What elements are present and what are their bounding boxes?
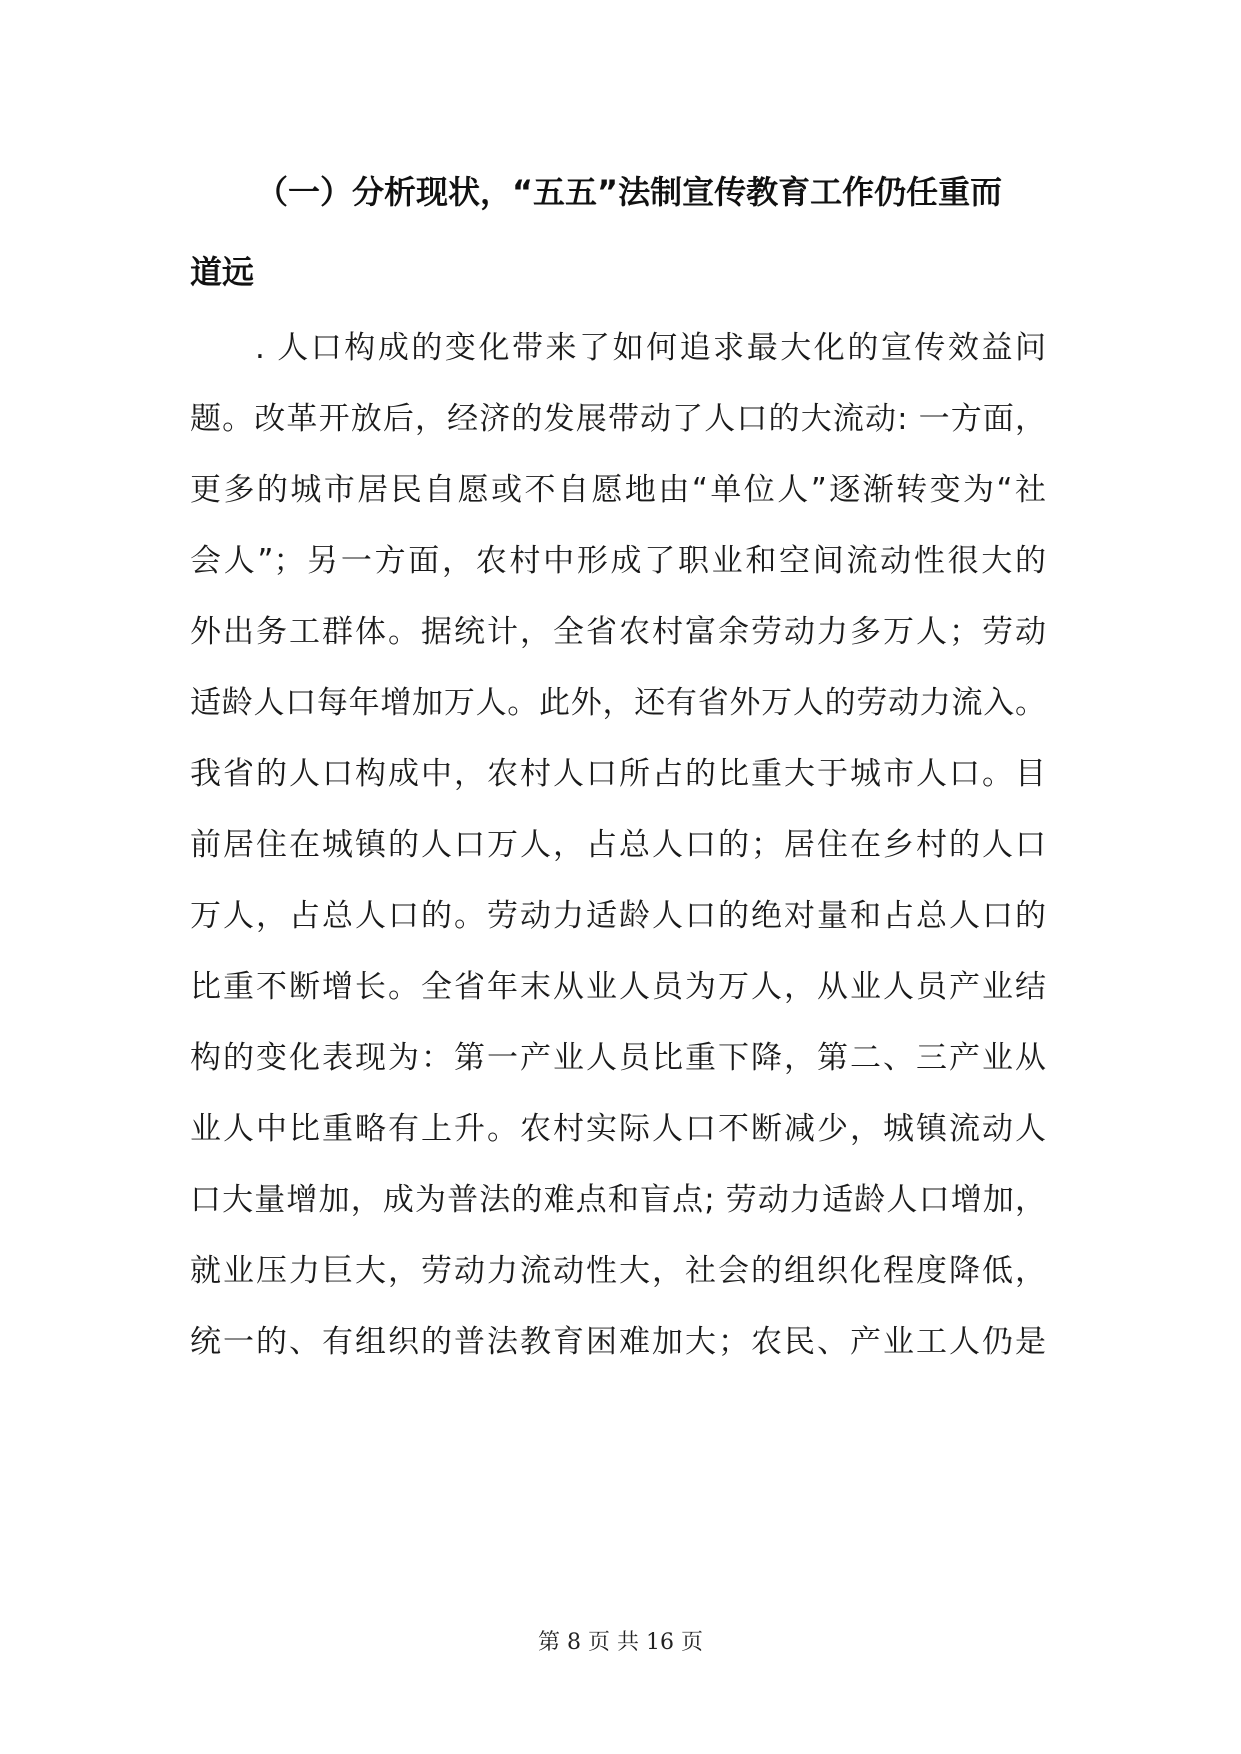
section-heading-line-1: （一）分析现状，“五五”法制宣传教育工作仍任重而 <box>256 173 1003 211</box>
paragraph-line: 题。改革开放后，经济的发展带动了人口的大流动: 一方面， <box>190 401 1046 437</box>
paragraph-line: 就业压力巨大，劳动力流动性大，社会的组织化程度降低， <box>190 1253 1046 1289</box>
paragraph-line: 外出务工群体。据统计，全省农村富余劳动力多万人；劳动 <box>190 614 1046 650</box>
paragraph-line: 万人，占总人口的。劳动力适龄人口的绝对量和占总人口的 <box>190 898 1046 934</box>
paragraph-line: 构的变化表现为：第一产业人员比重下降，第二、三产业从 <box>190 1040 1046 1076</box>
paragraph-line: 比重不断增长。全省年末从业人员为万人，从业人员产业结 <box>190 969 1046 1005</box>
paragraph-line: 业人中比重略有上升。农村实际人口不断减少，城镇流动人 <box>190 1111 1046 1147</box>
paragraph-line: 我省的人口构成中，农村人口所占的比重大于城市人口。目 <box>190 756 1046 792</box>
paragraph-line: 适龄人口每年增加万人。此外，还有省外万人的劳动力流入。 <box>190 685 1046 721</box>
paragraph-line: 更多的城市居民自愿或不自愿地由“单位人”逐渐转变为“社 <box>190 472 1046 508</box>
section-heading-line-2: 道远 <box>190 253 255 291</box>
paragraph-line: 统一的、有组织的普法教育困难加大；农民、产业工人仍是 <box>190 1324 1046 1360</box>
paragraph-line: 会人”；另一方面，农村中形成了职业和空间流动性很大的 <box>190 543 1046 579</box>
page-number-footer: 第 8 页 共 16 页 <box>538 1630 703 1655</box>
paragraph-line: 口大量增加，成为普法的难点和盲点; 劳动力适龄人口增加， <box>190 1182 1046 1218</box>
paragraph-line: 前居住在城镇的人口万人，占总人口的；居住在乡村的人口 <box>190 827 1046 863</box>
paragraph-line: . 人口构成的变化带来了如何追求最大化的宣传效益问 <box>255 330 1046 366</box>
